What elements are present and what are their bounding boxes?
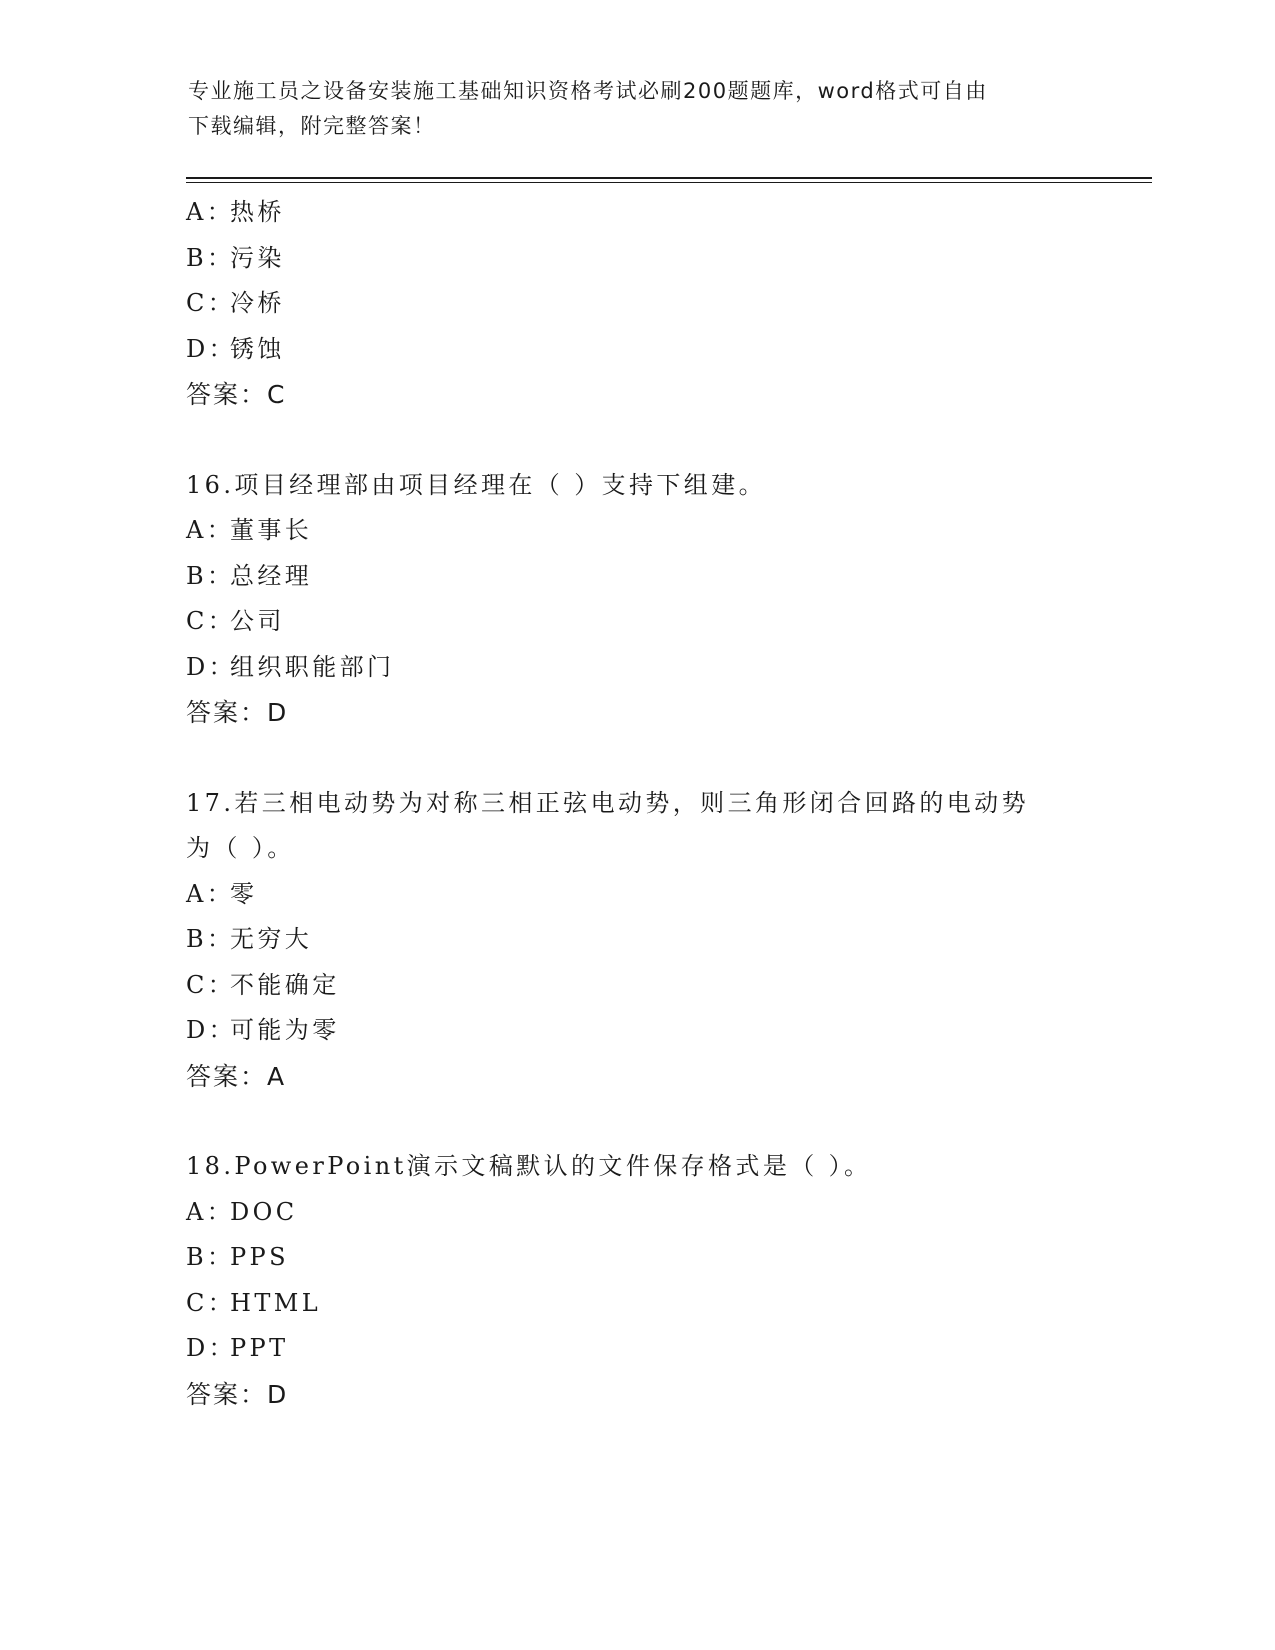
option-b [186,236,1146,282]
option-text: 热桥 [230,198,285,226]
option-text: 不能确定 [230,970,340,999]
option-text: 冷桥 [230,289,285,317]
option-c [186,1281,1146,1327]
option-label: C： [186,289,236,317]
option-label: A： [186,1197,235,1226]
answer-line: 答案：D [186,1379,289,1409]
option-text: 零 [230,879,258,908]
option-b [186,554,1146,600]
document-header [188,74,1068,144]
header-divider-thin [186,182,1152,183]
option-text: 总经理 [230,561,313,590]
option-text: 可能为零 [230,1016,340,1044]
option-b [186,917,1146,963]
option-label: B： [186,561,235,590]
option-label: A： [186,198,235,226]
option-d [186,1326,1146,1372]
option-text: DOC [230,1197,298,1226]
answer-line: 答案：C [186,380,287,409]
question-list [186,190,1146,1417]
option-label: D： [186,1334,237,1362]
header-title-line-2: 下载编辑，附完整答案！ [188,114,436,138]
option-c [186,281,1146,327]
option-text: PPS [230,1243,289,1271]
option-text: 董事长 [230,516,313,544]
option-label: B： [186,1243,235,1271]
option-c [186,963,1146,1009]
option-text: 锈蚀 [230,334,285,363]
question-17 [186,781,1146,1100]
option-label: D： [186,652,237,681]
option-a [186,1190,1146,1236]
question-text: 18.PowerPoint演示文稿默认的文件保存格式是（ ）。 [186,1152,872,1180]
option-d [186,645,1146,691]
option-label: D： [186,334,237,363]
question-15 [186,190,1146,418]
option-a [186,872,1146,918]
option-a [186,190,1146,236]
option-label: A： [186,879,235,908]
option-a [186,508,1146,554]
option-label: C： [186,607,236,635]
option-d [186,327,1146,373]
question-16 [186,463,1146,736]
option-text: 公司 [230,607,285,635]
header-divider-thick [186,177,1152,179]
option-label: D： [186,1016,237,1044]
question-text-line-2: 为（ ）。 [186,834,295,862]
option-text: 无穷大 [230,925,313,953]
question-text-line-1: 17.若三相电动势为对称三相正弦电动势，则三角形闭合回路的电动势 [186,788,1029,817]
spacer [186,736,1146,781]
spacer [186,1099,1146,1144]
option-label: C： [186,970,236,999]
option-c [186,599,1146,645]
question-18 [186,1144,1146,1417]
spacer [186,418,1146,463]
option-text: PPT [230,1334,289,1362]
option-text: 组织职能部门 [230,652,395,681]
option-label: C： [186,1288,236,1317]
option-label: B： [186,243,235,272]
question-text: 16.项目经理部由项目经理在（ ）支持下组建。 [186,470,766,499]
answer-line: 答案：A [186,1061,287,1091]
option-b [186,1235,1146,1281]
header-title-line-1: 专业施工员之设备安装施工基础知识资格考试必刷200题题库，word格式可自由 [188,79,988,103]
answer-line: 答案：D [186,698,289,727]
option-label: B： [186,925,235,953]
option-text: 污染 [230,243,285,272]
option-d [186,1008,1146,1054]
option-label: A： [186,516,235,544]
option-text: HTML [230,1288,322,1317]
